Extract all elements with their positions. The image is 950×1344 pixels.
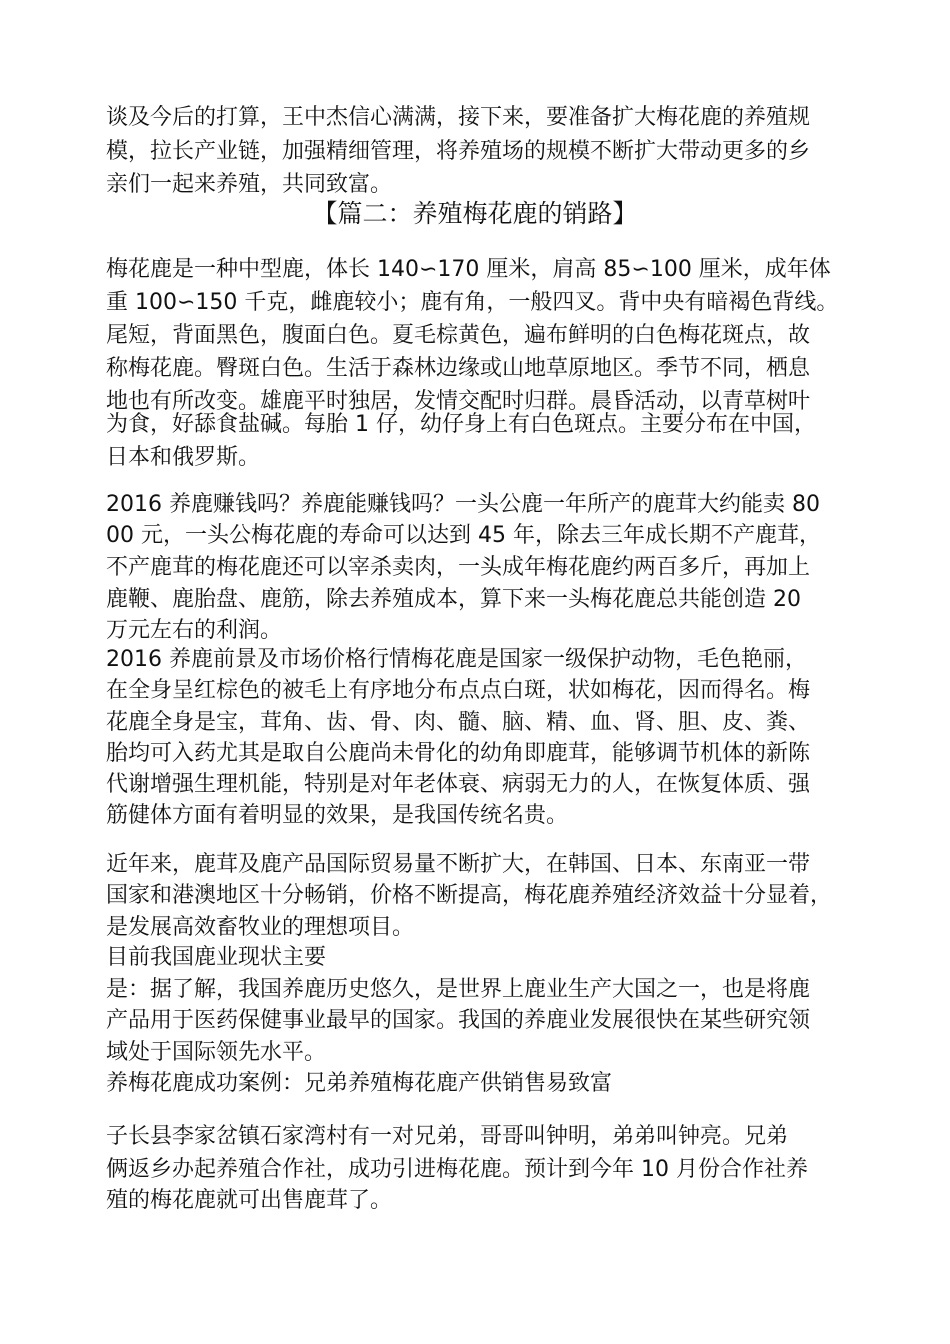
text-line: 养梅花鹿成功案例：兄弟养殖梅花鹿产供销售易致富	[106, 1071, 613, 1096]
text-line: 不产鹿茸的梅花鹿还可以宰杀卖肉，一头成年梅花鹿约两百多斤，再加上	[106, 555, 811, 580]
text-line: 亲们一起来养殖，共同致富。	[106, 172, 393, 197]
text-line: 重 100∽150 千克，雌鹿较小；鹿有角，一般四叉。背中央有暗褐色背线。	[106, 290, 839, 315]
text-line: 子长县李家岔镇石家湾村有一对兄弟，哥哥叫钟明，弟弟叫钟亮。兄弟	[106, 1124, 789, 1149]
text-line: 筋健体方面有着明显的效果，是我国传统名贵。	[106, 803, 569, 828]
text-line: 2016 养鹿前景及市场价格行情梅花鹿是国家一级保护动物，毛色艳丽，	[106, 647, 807, 672]
text-line: 代谢增强生理机能，特别是对年老体衰、病弱无力的人，在恢复体质、强	[106, 772, 811, 797]
text-line: 是：据了解，我国养鹿历史悠久，是世界上鹿业生产大国之一，也是将鹿	[106, 977, 811, 1002]
text-line: 称梅花鹿。臀斑白色。生活于森林边缘或山地草原地区。季节不同，栖息	[106, 356, 811, 381]
text-line: 殖的梅花鹿就可出售鹿茸了。	[106, 1188, 393, 1213]
text-line: 鹿鞭、鹿胎盘、鹿筋，除去养殖成本，算下来一头梅花鹿总共能创造 20	[106, 587, 801, 612]
text-line: 俩返乡办起养殖合作社，成功引进梅花鹿。预计到今年 10 月份合作社养	[106, 1157, 808, 1182]
text-line: 产品用于医药保健事业最早的国家。我国的养鹿业发展很快在某些研究领	[106, 1008, 811, 1033]
text-line: 地也有所改变。雄鹿平时独居，发情交配时归群。晨昏活动，以青草树叶	[106, 389, 811, 414]
text-line: 近年来，鹿茸及鹿产品国际贸易量不断扩大，在韩国、日本、东南亚一带	[106, 852, 811, 877]
text-line: 域处于国际领先水平。	[106, 1040, 327, 1065]
text-line: 国家和港澳地区十分畅销，价格不断提高，梅花鹿养殖经济效益十分显着，	[106, 883, 833, 908]
text-line: 2016 养鹿赚钱吗？养鹿能赚钱吗？一头公鹿一年所产的鹿茸大约能卖 80	[106, 492, 820, 517]
text-line: 日本和俄罗斯。	[106, 445, 261, 470]
text-line: 谈及今后的打算，王中杰信心满满，接下来，要准备扩大梅花鹿的养殖规	[106, 105, 811, 130]
text-line: 00 元，一头公梅花鹿的寿命可以达到 45 年，除去三年成长期不产鹿茸，	[106, 523, 821, 548]
text-line: 模，拉长产业链，加强精细管理，将养殖场的规模不断扩大带动更多的乡	[106, 139, 811, 164]
text-line: 是发展高效畜牧业的理想项目。	[106, 915, 415, 940]
text-line: 胎均可入药尤其是取自公鹿尚未骨化的幼角即鹿茸，能够调节机体的新陈	[106, 741, 811, 766]
text-line: 在全身呈红棕色的被毛上有序地分布点点白斑，状如梅花，因而得名。梅	[106, 678, 811, 703]
section-heading: 【篇二：养殖梅花鹿的销路】	[312, 199, 638, 228]
text-line: 花鹿全身是宝，茸角、齿、骨、肉、髓、脑、精、血、肾、胆、皮、粪、	[106, 710, 811, 735]
text-line: 目前我国鹿业现状主要	[106, 945, 327, 970]
text-line: 为食，好舔食盐碱。每胎 1 仔，幼仔身上有白色斑点。主要分布在中国，	[106, 412, 816, 437]
text-line: 尾短，背面黑色，腹面白色。夏毛棕黄色，遍布鲜明的白色梅花斑点，故	[106, 323, 811, 348]
text-line: 梅花鹿是一种中型鹿，体长 140∽170 厘米，肩高 85∽100 厘米，成年体	[106, 257, 831, 282]
text-line: 万元左右的利润。	[106, 618, 283, 643]
